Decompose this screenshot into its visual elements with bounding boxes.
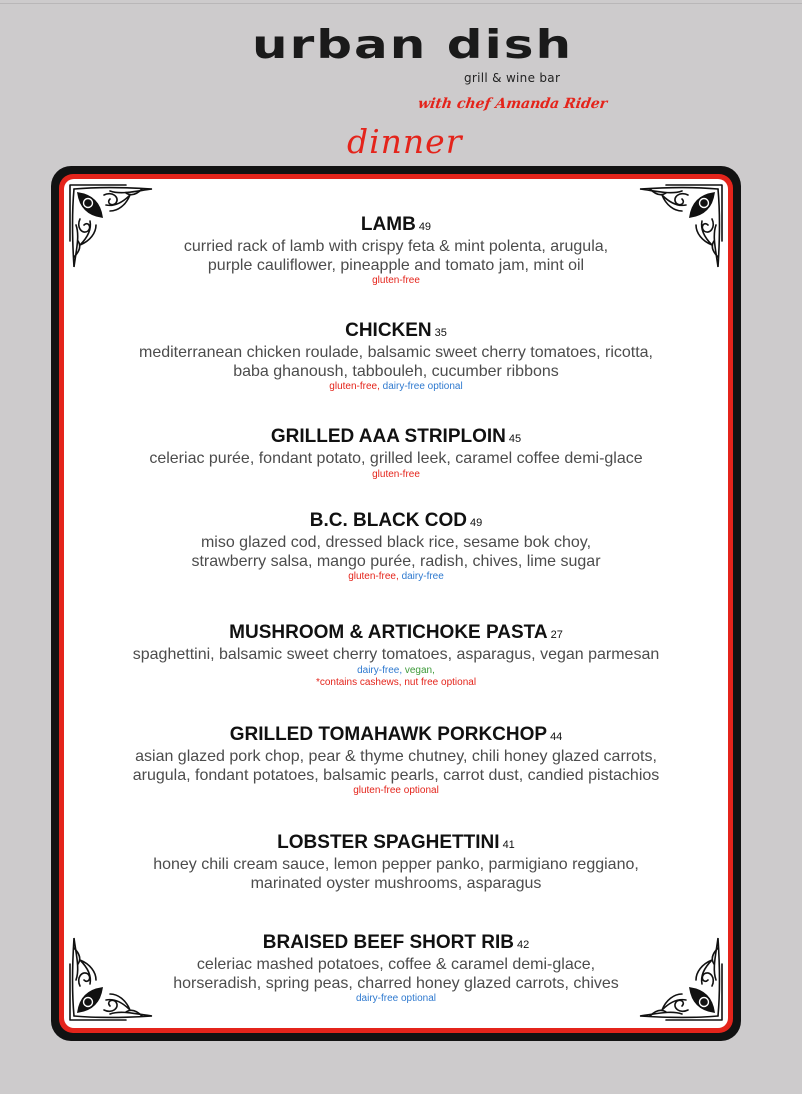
menu-section-title: dinner [347, 122, 463, 161]
menu-item-name: GRILLED AAA STRIPLOIN [270, 426, 506, 447]
dietary-tag-gluten-free: gluten-free, [348, 571, 399, 582]
menu-item-description: marinated oyster mushrooms, asparagus [250, 874, 542, 892]
menu-item-striploin [64, 426, 728, 481]
menu-item-lobster-spaghettini [64, 832, 728, 893]
menu-item-description: arugula, fondant potatoes, balsamic pearls, carrot dust, candied pistachios [132, 766, 660, 784]
menu-item-price: 27 [550, 629, 563, 641]
menu-item-description: horseradish, spring peas, charred honey glazed carrots, chives [173, 974, 619, 992]
menu-item-porkchop [64, 724, 728, 797]
restaurant-logo-title: urban dish [252, 22, 574, 68]
chef-credit: with chef Amanda Rider [416, 96, 609, 112]
menu-item-description: celeriac purée, fondant potato, grilled leek, caramel coffee demi-glace [149, 450, 643, 467]
menu-item-price: 49 [418, 221, 432, 233]
menu-item-description: spaghettini, balsamic sweet cherry tomatoes, asparagus, vegan parmesan [132, 646, 660, 663]
dietary-tag-gluten-free: gluten-free optional [353, 785, 439, 796]
dietary-tag-dairy-free: dairy-free, [357, 664, 403, 676]
menu-item-description: celeriac mashed potatoes, coffee & caramel demi-glace, [196, 956, 596, 973]
menu-item-name: LOBSTER SPAGHETTINI [277, 832, 500, 853]
menu-item-price: 49 [470, 517, 483, 529]
menu-item-description: purple cauliflower, pineapple and tomato jam, mint oil [207, 256, 585, 274]
dietary-tag-gluten-free: gluten-free, [329, 381, 380, 392]
menu-item-description: strawberry salsa, mango purée, radish, chives, lime sugar [191, 552, 601, 570]
dietary-tag-gluten-free: gluten-free [372, 275, 420, 286]
menu-item-price: 44 [550, 731, 563, 743]
menu-item-name: MUSHROOM & ARTICHOKE PASTA [229, 622, 548, 643]
menu-item-description: miso glazed cod, dressed black rice, sesame bok choy, [200, 534, 592, 551]
menu-card [64, 179, 728, 1028]
menu-item-name: B.C. BLACK COD [309, 510, 468, 531]
menu-item-price: 45 [508, 433, 522, 445]
dietary-note: *contains cashews, nut free optional [315, 676, 477, 688]
menu-item-name: LAMB [360, 214, 416, 235]
menu-item-name: GRILLED TOMAHAWK PORKCHOP [229, 724, 548, 745]
menu-item-description: asian glazed pork chop, pear & thyme chutney, chili honey glazed carrots, [135, 748, 657, 765]
top-divider [0, 3, 802, 4]
dietary-tag-vegan: vegan, [404, 664, 435, 676]
menu-item-name: BRAISED BEEF SHORT RIB [262, 932, 514, 953]
restaurant-header [0, 14, 802, 164]
restaurant-subtitle: grill & wine bar [464, 71, 561, 85]
menu-item-description: curried rack of lamb with crispy feta & mint polenta, arugula, [183, 238, 609, 255]
menu-item-mushroom-pasta [64, 622, 728, 689]
menu-item-description: honey chili cream sauce, lemon pepper panko, parmigiano reggiano, [153, 856, 639, 873]
menu-item-short-rib [64, 932, 728, 1005]
menu-item-name: CHICKEN [345, 320, 432, 341]
menu-item-description: baba ghanoush, tabbouleh, cucumber ribbons [233, 362, 559, 380]
menu-item-price: 42 [517, 939, 530, 951]
dietary-tag-dairy-free: dairy-free optional [382, 381, 463, 392]
dietary-tag-gluten-free: gluten-free [372, 468, 420, 480]
dietary-tag-dairy-free: dairy-free [401, 571, 444, 582]
menu-item-price: 41 [502, 839, 515, 851]
menu-item-description: mediterranean chicken roulade, balsamic sweet cherry tomatoes, ricotta, [138, 344, 653, 361]
menu-item-chicken [64, 320, 728, 393]
menu-item-price: 35 [434, 327, 447, 339]
menu-item-lamb [64, 214, 728, 287]
dietary-tag-dairy-free: dairy-free optional [355, 993, 437, 1004]
menu-item-black-cod [64, 510, 728, 583]
